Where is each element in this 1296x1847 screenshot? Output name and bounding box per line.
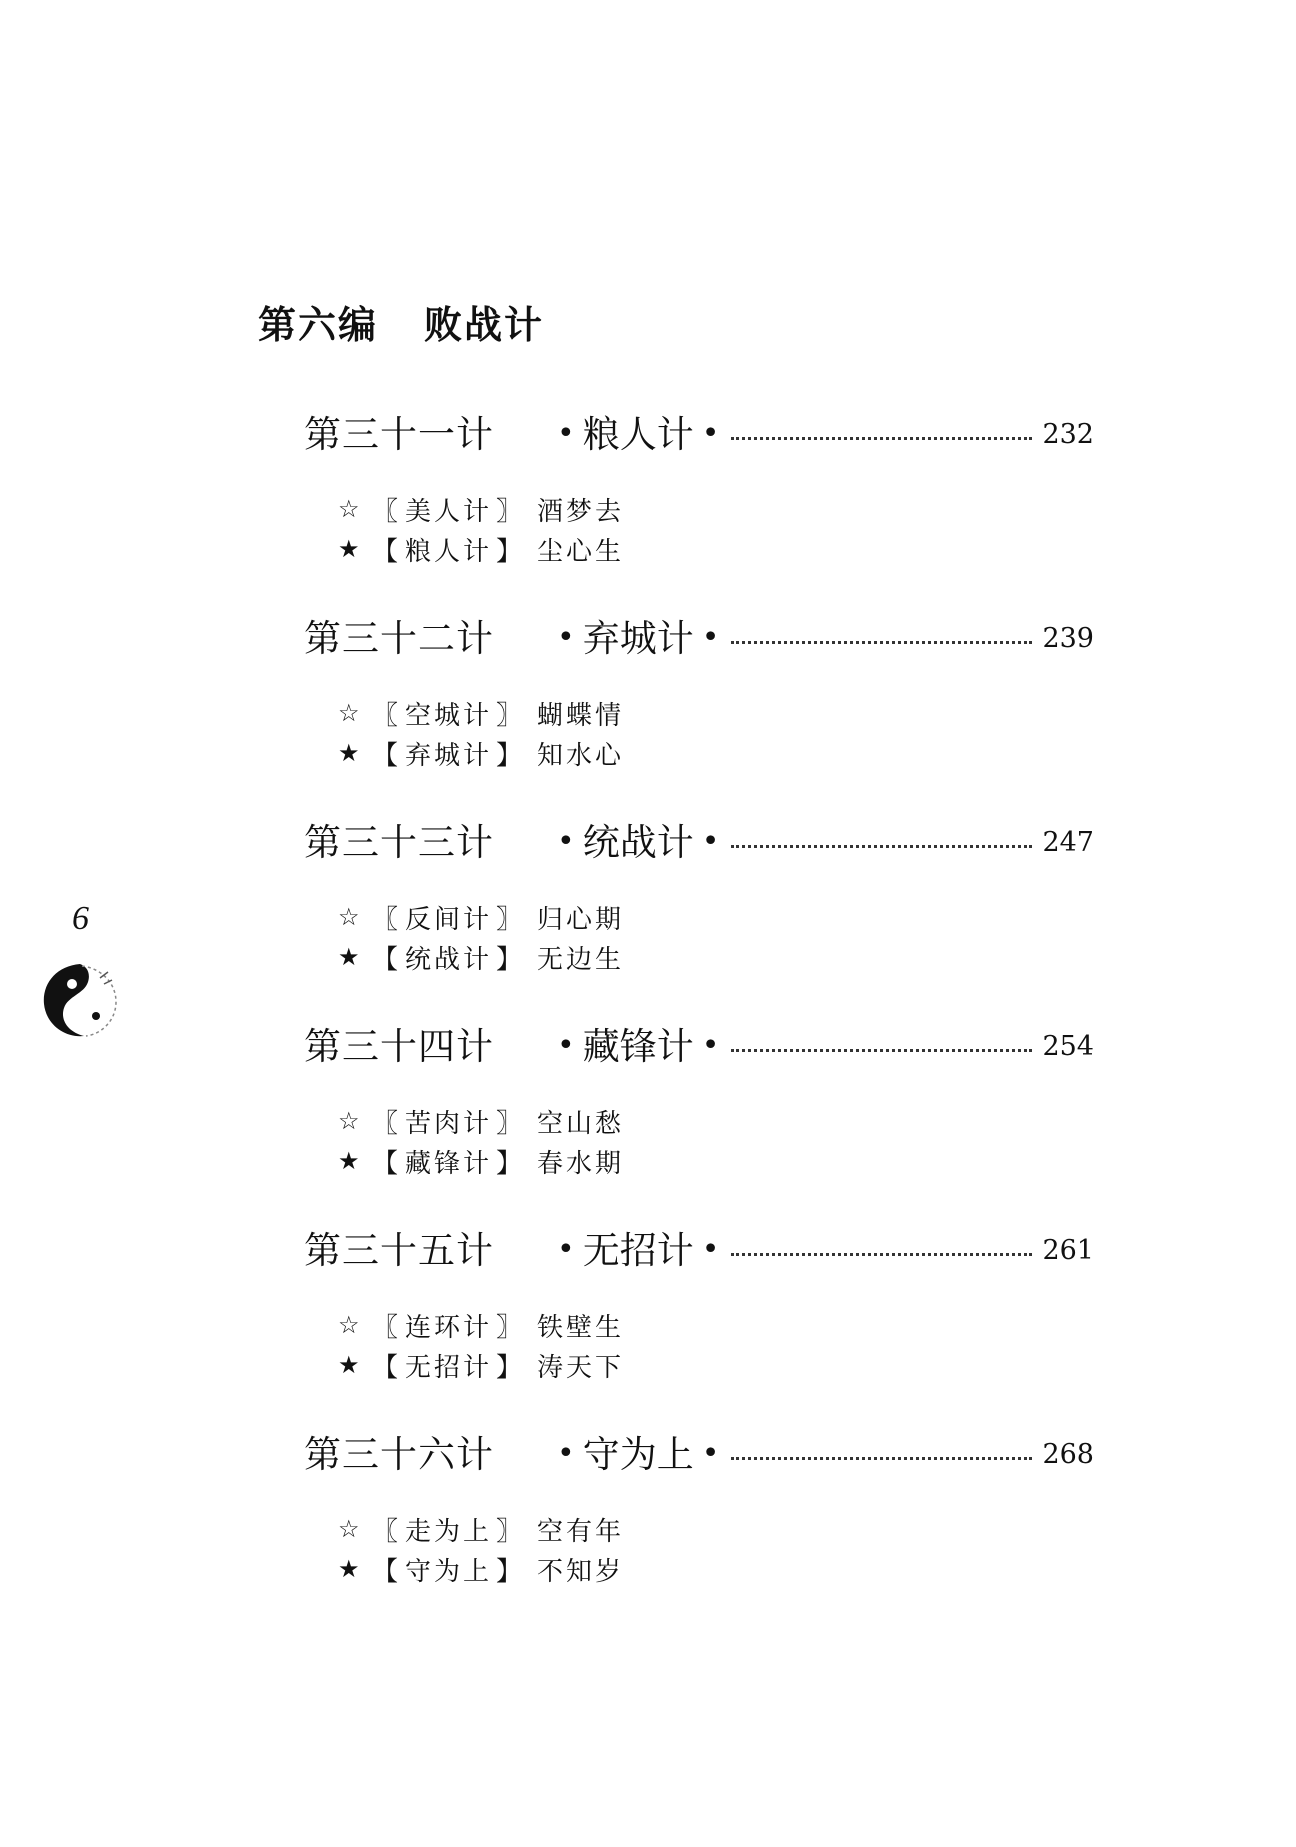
- chapter-number: 第三十五计: [304, 1228, 494, 1272]
- sub-entry-desc: 无边生: [537, 944, 625, 975]
- chapter-title: 粮人计: [582, 412, 694, 456]
- sub-entry-desc: 春水期: [537, 1148, 625, 1179]
- sub-entry-desc: 归心期: [537, 904, 625, 935]
- hollow-star-icon: ☆: [338, 903, 363, 931]
- sub-entry: ★ 【 守为上 】 不知岁: [338, 1552, 624, 1586]
- solid-star-icon: ★: [338, 739, 363, 767]
- solid-star-icon: ★: [338, 1351, 363, 1379]
- sub-entry-name: 统战计: [405, 944, 493, 975]
- dot-leader: [731, 1253, 1032, 1256]
- page-number: 239: [1042, 622, 1094, 654]
- sub-entry-desc: 铁壁生: [537, 1312, 625, 1343]
- sub-entry-name: 粮人计: [405, 536, 493, 567]
- sub-entry-name: 反间计: [405, 904, 493, 935]
- chapter-link[interactable]: [304, 1022, 1094, 1070]
- bullet-dot-icon: •: [557, 1436, 575, 1471]
- sub-entry: ★ 【 藏锋计 】 春水期: [338, 1144, 624, 1178]
- sub-entry: ★ 【 弃城计 】 知水心: [338, 736, 624, 770]
- bullet-dot-icon: •: [557, 1232, 575, 1267]
- chapter-number: 第三十三计: [304, 820, 494, 864]
- solid-star-icon: ★: [338, 535, 363, 563]
- sub-entry-desc: 空山愁: [537, 1108, 625, 1139]
- yin-yang-icon: [38, 958, 122, 1042]
- sub-entry-desc: 涛天下: [537, 1352, 625, 1383]
- chapter-link[interactable]: [304, 1226, 1094, 1274]
- chapter-number: 第三十一计: [304, 412, 494, 456]
- sub-entry: ☆ 〖 美人计 〗 酒梦去: [338, 492, 624, 526]
- dot-leader: [731, 641, 1032, 644]
- page-number: 232: [1042, 418, 1094, 450]
- hollow-star-icon: ☆: [338, 1107, 363, 1135]
- chapter-number: 第三十六计: [304, 1432, 494, 1476]
- bullet-dot-icon: •: [557, 620, 575, 655]
- bullet-dot-icon: •: [557, 1028, 575, 1063]
- sub-entry-desc: 尘心生: [537, 536, 625, 567]
- page-number-label: 6: [72, 900, 89, 937]
- bullet-dot-icon: •: [701, 620, 720, 655]
- hollow-star-icon: ☆: [338, 1515, 363, 1543]
- sub-entry-name: 苦肉计: [405, 1108, 493, 1139]
- sub-entry-name: 弃城计: [405, 740, 493, 771]
- sub-entry: ★ 【 粮人计 】 尘心生: [338, 532, 624, 566]
- sub-entry: ☆ 〖 连环计 〗 铁壁生: [338, 1308, 624, 1342]
- page-number: 261: [1042, 1234, 1094, 1266]
- chapter-link[interactable]: [304, 614, 1094, 662]
- dot-leader: [731, 845, 1032, 848]
- chapter-title: 守为上: [582, 1432, 694, 1476]
- bullet-dot-icon: •: [557, 824, 575, 859]
- sub-entry-name: 走为上: [405, 1516, 493, 1547]
- sub-entry-desc: 不知岁: [537, 1556, 625, 1587]
- chapter-link[interactable]: [304, 1430, 1094, 1478]
- sub-entry: ☆ 〖 反间计 〗 归心期: [338, 900, 624, 934]
- hollow-star-icon: ☆: [338, 1311, 363, 1339]
- sub-entry-name: 守为上: [405, 1556, 493, 1587]
- chapter-title: 无招计: [582, 1228, 694, 1272]
- page-number: 254: [1042, 1030, 1094, 1062]
- sub-entry: ★ 【 统战计 】 无边生: [338, 940, 624, 974]
- bullet-dot-icon: •: [557, 416, 575, 451]
- sub-entry-name: 无招计: [405, 1352, 493, 1383]
- dot-leader: [731, 1457, 1032, 1460]
- sub-entry-desc: 酒梦去: [537, 496, 625, 527]
- sub-entry-desc: 知水心: [537, 740, 625, 771]
- solid-star-icon: ★: [338, 943, 363, 971]
- sub-entry-desc: 空有年: [537, 1516, 625, 1547]
- chapter-link[interactable]: [304, 818, 1094, 866]
- solid-star-icon: ★: [338, 1147, 363, 1175]
- section-part: 第六编: [258, 302, 379, 347]
- bullet-dot-icon: •: [701, 1436, 720, 1471]
- sub-entry-name: 连环计: [405, 1312, 493, 1343]
- sub-entry: ☆ 〖 空城计 〗 蝴蝶情: [338, 696, 624, 730]
- sub-entry: ☆ 〖 苦肉计 〗 空山愁: [338, 1104, 624, 1138]
- sub-entry-name: 藏锋计: [405, 1148, 493, 1179]
- bullet-dot-icon: •: [701, 416, 720, 451]
- section-name: 败战计: [424, 302, 545, 347]
- sub-entry: ★ 【 无招计 】 涛天下: [338, 1348, 624, 1382]
- bullet-dot-icon: •: [701, 1232, 720, 1267]
- bullet-dot-icon: •: [701, 824, 720, 859]
- section-title: [258, 302, 545, 347]
- hollow-star-icon: ☆: [338, 699, 363, 727]
- dot-leader: [731, 1049, 1032, 1052]
- chapter-title: 统战计: [582, 820, 694, 864]
- chapter-title: 弃城计: [582, 616, 694, 660]
- hollow-star-icon: ☆: [338, 495, 363, 523]
- dot-leader: [731, 437, 1032, 440]
- sub-entry: ☆ 〖 走为上 〗 空有年: [338, 1512, 624, 1546]
- sub-entry-name: 美人计: [405, 496, 493, 527]
- chapter-number: 第三十四计: [304, 1024, 494, 1068]
- solid-star-icon: ★: [338, 1555, 363, 1583]
- page-number: 247: [1042, 826, 1094, 858]
- chapter-number: 第三十二计: [304, 616, 494, 660]
- sub-entry-name: 空城计: [405, 700, 493, 731]
- bullet-dot-icon: •: [701, 1028, 720, 1063]
- chapter-title: 藏锋计: [582, 1024, 694, 1068]
- chapter-link[interactable]: [304, 410, 1094, 458]
- page-number: 268: [1042, 1438, 1094, 1470]
- sub-entry-desc: 蝴蝶情: [537, 700, 625, 731]
